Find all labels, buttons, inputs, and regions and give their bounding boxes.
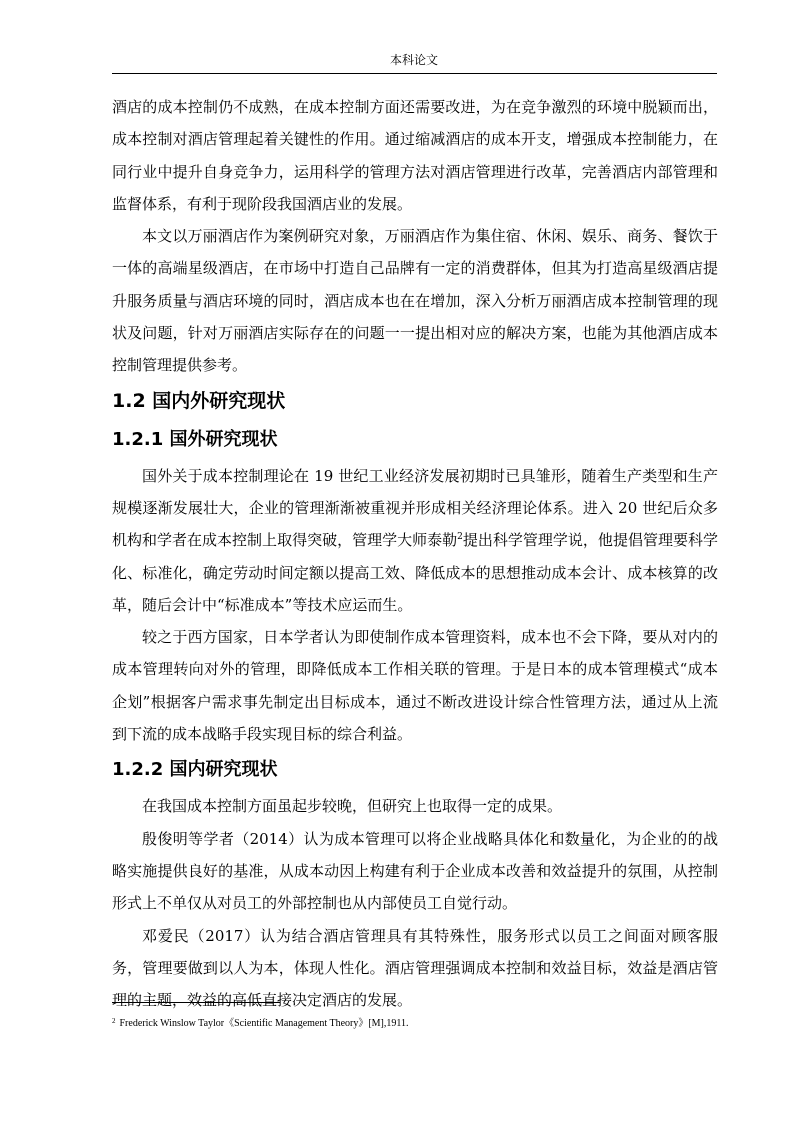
section-heading-1-2: 1.2 国内外研究现状 xyxy=(112,389,286,412)
footnote-rule xyxy=(112,1002,280,1003)
section-heading-1-2-2: 1.2.2 国内研究现状 xyxy=(112,759,278,781)
domestic-research-paragraph-2: 殷俊明等学者（2014）认为成本管理可以将企业战略具体化和数量化，为企业的的战略实施提供良好的基准，从成本动因上构建有利于企业成本改善和效益提升的氛围，从控制形式上不单仅从对员工的外部控制也从内部使员工自觉行动。 xyxy=(112,829,718,913)
footnote-mark: 2 xyxy=(112,1017,116,1025)
domestic-research-paragraph-1: 在我国成本控制方面虽起步较晚，但研究上也取得一定的成果。 xyxy=(142,797,563,816)
foreign-research-paragraph-1 xyxy=(112,460,718,621)
footnote-text: Frederick Winslow Taylor《Scientific Management Theory》[M],1911. xyxy=(119,1018,409,1029)
header-rule xyxy=(112,73,717,74)
footnote-reference: 2 xyxy=(457,532,463,543)
foreign-research-paragraph-2: 较之于西方国家，日本学者认为即使制作成本管理资料，成本也不会下降，要从对内的成本管理转向对外的管理，即降低成本工作相关联的管理。于是日本的成本管理模式“成本企划”根据客户需求事先制定出目标成本，通过不断改进设计综合性管理方法，通过从上流到下流的成本战略手段实现目标的综合利益。 xyxy=(112,628,718,744)
main-content xyxy=(112,91,718,1016)
foreign-research-text-b: 提出科学管理学说，他提倡管理要科学化、标准化，确定劳动时间定额以提高工效、降低成本的思想推动成本会计、成本核算的改革，随后会计中“标准成本”等技术应运而生。 xyxy=(112,531,718,614)
page-header: 本科论文 xyxy=(389,53,438,67)
intro-paragraph-1: 酒店的成本控制仍不成熟，在成本控制方面还需要改进，为在竞争激烈的环境中脱颖而出，成本控制对酒店管理起着关键性的作用。通过缩减酒店的成本开支，增强成本控制能力，在同行业中提升自身竞争力，运用科学的管理方法对酒店管理进行改革，完善酒店内部管理和监督体系，有利于现阶段我国酒店业的发展。 xyxy=(112,98,718,213)
intro-paragraph-2: 本文以万丽酒店作为案例研究对象，万丽酒店作为集住宿、休闲、娱乐、商务、餐饮于一体的高端星级酒店，在市场中打造自己品牌有一定的消费群体，但其为打造高星级酒店提升服务质量与酒店环境的同时，酒店成本也在在增加，深入分析万丽酒店成本控制管理的现状及问题，针对万丽酒店实际存在的问题一一提出相对应的解决方案，也能为其他酒店成本控制管理提供参考。 xyxy=(112,227,718,375)
domestic-research-paragraph-3: 邓爱民（2017）认为结合酒店管理具有其特殊性，服务形式以员工之间面对顾客服务，管理要做到以人为本，体现人性化。酒店管理强调成本控制和效益目标，效益是酒店管理的主题，效益的高低直接决定酒店的发展。 xyxy=(112,926,718,1010)
foreign-research-text-a: 国外关于成本控制理论在 19 世纪工业经济发展初期时已具雏形，随着生产类型和生产规模逐渐发展壮大，企业的管理渐渐被重视并形成相关经济理论体系。进入 20 世纪后众多机构和学者在成本控制上取得突破，管理学大师泰勒 xyxy=(112,466,718,550)
section-heading-1-2-1: 1.2.1 国外研究现状 xyxy=(112,428,278,450)
footnote xyxy=(112,1014,718,1031)
